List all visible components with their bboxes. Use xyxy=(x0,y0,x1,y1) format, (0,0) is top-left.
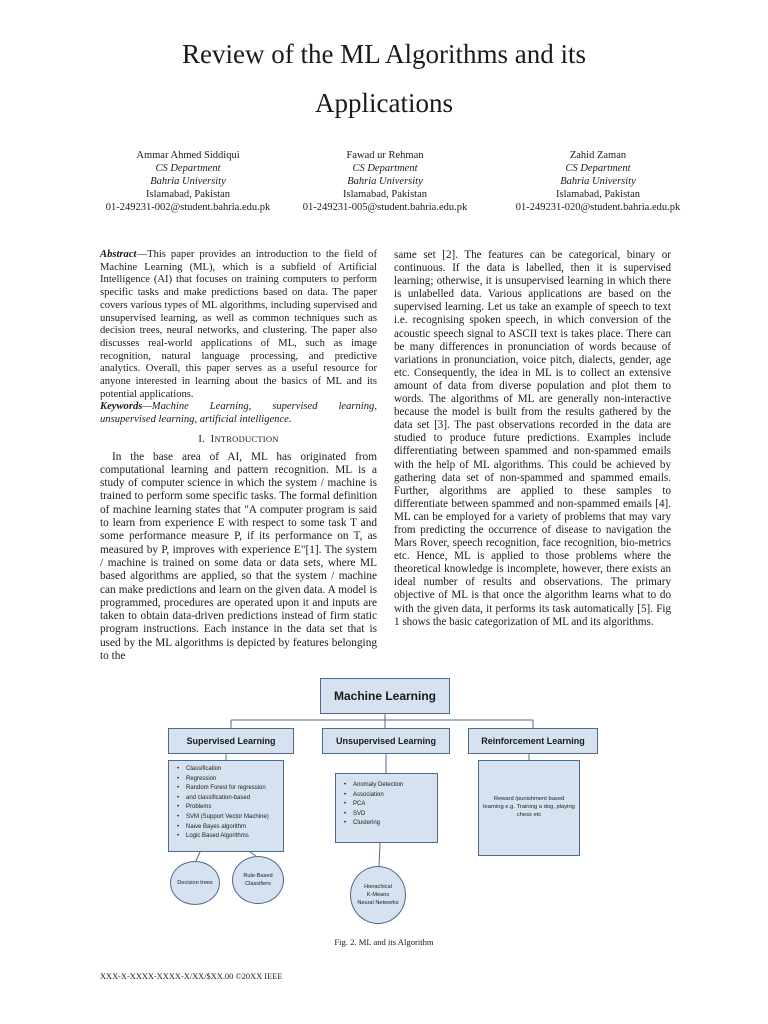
keywords-paragraph xyxy=(100,401,377,426)
author-name: Fawad ur Rehman xyxy=(346,150,424,161)
list-item: • Logic Based Algorithms xyxy=(177,832,283,842)
diagram-root-node: Machine Learning xyxy=(320,678,450,714)
author-university: Bahria University xyxy=(150,176,226,187)
paper-title-line-2: Applications xyxy=(315,88,453,118)
author-name: Ammar Ahmed Siddiqui xyxy=(136,150,240,161)
paper-title-line-1: Review of the ML Algorithms and its xyxy=(182,39,586,69)
list-item: • SVM (Support Vector Machine) xyxy=(177,813,283,823)
list-item: • Clustering xyxy=(344,819,437,829)
decision-trees-label: Decision trees xyxy=(177,880,213,886)
rule-based-classifiers-node xyxy=(232,856,284,904)
k-means-label: K-Means xyxy=(366,892,390,898)
list-item: • and classification-based xyxy=(177,794,283,804)
abstract-paragraph xyxy=(100,249,377,401)
reinforcement-description-box xyxy=(478,760,580,856)
list-item: • Random Forest for regression xyxy=(177,784,283,794)
unsupervised-methods-node xyxy=(350,866,406,924)
hierarchical-label: Hierachical xyxy=(364,884,392,890)
reinforcement-description: Reward /punishment based learning e.g. Training a dog, playing chess etc xyxy=(483,796,575,818)
list-item: • Problems xyxy=(177,803,283,813)
neural-networks-label: Neural Networks xyxy=(357,900,399,906)
keywords-text: —Machine Learning, supervised learning, unsupervised learning, artificial intelligence. xyxy=(100,401,377,426)
section-number: I. xyxy=(198,433,205,445)
list-item: • Anomaly Detection xyxy=(344,781,437,791)
figure-caption: Fig. 2. ML and its Algorithm xyxy=(334,937,434,947)
decision-trees-node xyxy=(170,861,220,905)
section-title-rest: NTRODUCTION xyxy=(214,433,279,444)
author-department: CS Department xyxy=(565,163,631,174)
abstract-text: —This paper provides an introduction to the field of Machine Learning (ML), which is a subfield of Artificial Intelligence (AI) that focuses on training computers to perform specific tasks and make predictions based on data. The paper covers various types of ML algorithms, including supervised and unsupervised learning, as well as common techniques such as decision trees, neural networks, and clustering. The paper also discusses real-world applications of ML, such as image recognition, natural language processing, and predictive analytics. Overall, this paper serves as a useful resource for anyone interested in learning about the basics of ML and its potential applications. xyxy=(100,249,377,400)
category-supervised-learning: Supervised Learning xyxy=(168,728,294,754)
category-reinforcement-learning: Reinforcement Learning xyxy=(468,728,598,754)
section-title-initial: I xyxy=(210,433,215,445)
author-university: Bahria University xyxy=(560,176,636,187)
ml-categorization-diagram xyxy=(160,678,600,930)
category-unsupervised-learning: Unsupervised Learning xyxy=(322,728,450,754)
author-city: Islamabad, Pakistan xyxy=(343,189,427,200)
author-department: CS Department xyxy=(155,163,221,174)
list-item: • Association xyxy=(344,791,437,801)
abstract-label: Abstract xyxy=(100,249,137,260)
author-department: CS Department xyxy=(352,163,418,174)
introduction-continued-paragraph: same set [2]. The features can be categorical, binary or continuous. If the data is labelled, then it is supervised learning; otherwise, it is unsupervised learning in which there is unlabelled data. Various applications are based on the supervised learning. Let us take an example of speech to text i.e. recognising spoken speech, in which conversion of the acoustic speech signal to ASCII text is takes place. There can be many differences in pronunciation of words because of variations in pronunciation, voice pitch, dialects, gender, age etc. Consequently, the idea in ML is to collect an extensive amount of data from diverse population and plot them to words. The algorithms of ML are generally non-interactive because the model is built from the results gathered by the data set [3]. The past observations recorded in the data are studied to produce future predictions. Examples include differentiating between spammed and non-spammed emails with the help of ML algorithms. This could be achieved by gathering data set of non-spammed and spammed emails. Further, algorithms are applied to these samples to differentiate between spammed and non-spammed emails [4]. ML can be employed for a variety of problems that may vary from predicting the occurrence of disease to navigation the Mars Rover, speech recognition, face recognition, bio-metrics etc. Hence, ML is applied to those problems where the theoretical knowledge is incomplete, however, there exists an ideal number of results and observations. The primary objective of ML is that once the algorithm learns what to do with the given data, it performs its task automatically [5]. Fig 1 shows the basic categorization of ML and its algorithms. xyxy=(394,249,671,628)
author-city: Islamabad, Pakistan xyxy=(556,189,640,200)
list-item: • SVD xyxy=(344,810,437,820)
unsupervised-algorithms-list xyxy=(335,773,438,843)
author-name: Zahid Zaman xyxy=(569,150,627,161)
list-item: • Naive Bayes algorithm xyxy=(177,823,283,833)
author-university: Bahria University xyxy=(347,176,423,187)
list-item: • Classification xyxy=(177,765,283,775)
left-column xyxy=(100,249,377,663)
supervised-algorithms-list xyxy=(168,760,284,852)
list-item: • Regression xyxy=(177,775,283,785)
section-heading-introduction xyxy=(100,433,377,447)
author-email[interactable]: 01-249231-002@student.bahria.edu.pk xyxy=(105,202,271,213)
introduction-paragraph: In the base area of AI, ML has originated from computational learning and pattern recognition. ML is a study of computer science in which the system / machine is trained to perform some specific tasks. The formal definition of machine learning states that "A computer program is said to learn from experience E with respect to some task T and some performance measure P, if its performance on T, as measured by P, improves with experience E"[1]. The system / machine is trained on some data or data sets, where ML based algorithms are applied, so that the system / machine can make predictions and learn on the given data. A model is programmed, procedures are operated upon it and inputs are taken to obtain data-driven predictions instead of firm static program instructions. Each instance in the data set that is used by the ML algorithms is depicted by features belonging to the xyxy=(100,450,377,662)
author-email[interactable]: 01-249231-020@student.bahria.edu.pk xyxy=(515,202,681,213)
author-email[interactable]: 01-249231-005@student.bahria.edu.pk xyxy=(302,202,468,213)
author-city: Islamabad, Pakistan xyxy=(146,189,230,200)
list-item: • PCA xyxy=(344,800,437,810)
rule-based-classifiers-label: Rule-Based Classifiers xyxy=(243,873,273,887)
copyright-footer: XXX-X-XXXX-XXXX-X/XX/$XX.00 ©20XX IEEE xyxy=(100,972,283,981)
author-block-3 xyxy=(468,149,728,214)
right-column xyxy=(394,249,671,629)
keywords-label: Keywords xyxy=(100,401,143,413)
